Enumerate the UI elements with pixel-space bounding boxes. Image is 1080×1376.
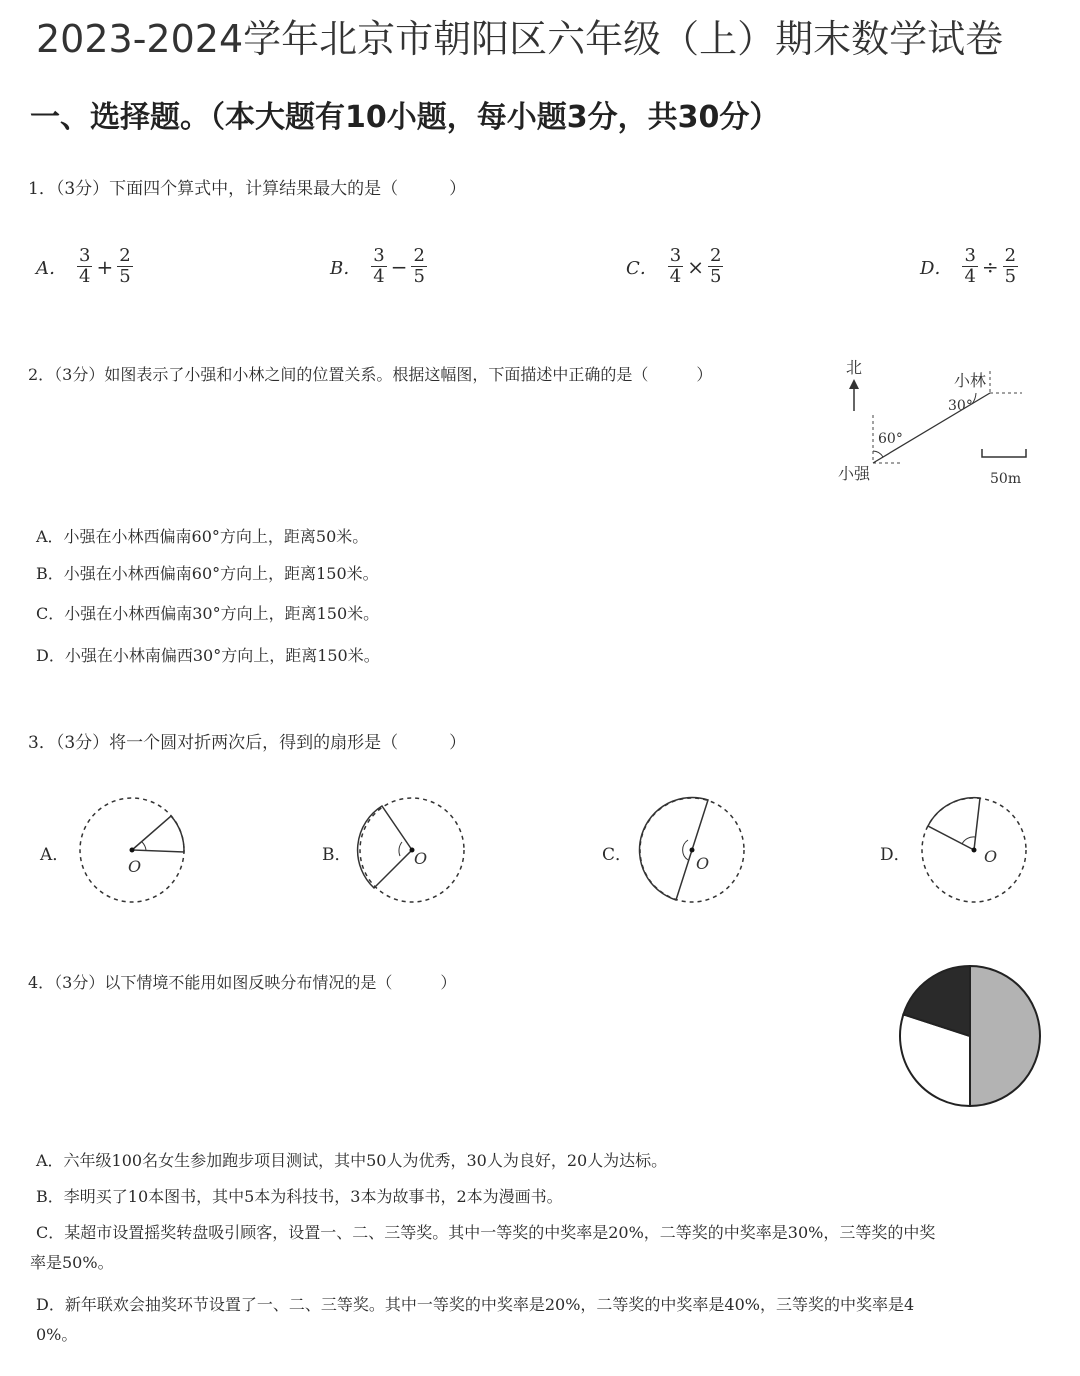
question-4-stem: 4．（3分）以下情境不能用如图反映分布情况的是（ ） <box>28 973 457 992</box>
center-label: O <box>128 857 142 876</box>
xiaolin-label: 小林 <box>954 371 987 390</box>
question-2-stem: 2．（3分）如图表示了小强和小林之间的位置关系。根据这幅图，下面描述中正确的是（ ） <box>28 365 713 384</box>
sector <box>640 798 708 900</box>
option-label: C． <box>626 257 658 279</box>
fraction: $\frac{3}{4}$ <box>669 245 682 287</box>
q2-option-c[interactable]: C．小强在小林西偏南30°方向上，距离150米。 <box>36 604 380 623</box>
fraction: $\frac{2}{5}$ <box>710 245 722 287</box>
question-3-stem: 3．（3分）将一个圆对折两次后，得到的扇形是（ ） <box>28 733 467 753</box>
scale-label: 50m <box>990 471 1022 487</box>
q1-option-d[interactable] <box>920 246 1020 287</box>
operator: − <box>390 254 408 279</box>
q1-option-c[interactable] <box>626 246 725 287</box>
question-1-stem: 1．（3分）下面四个算式中，计算结果最大的是（ ） <box>28 179 467 199</box>
fraction: $\frac{3}{4}$ <box>373 245 385 287</box>
q2-option-a[interactable]: A．小强在小林西偏南60°方向上，距离50米。 <box>36 527 369 546</box>
north-arrow-head <box>849 379 859 389</box>
center-label: O <box>696 854 710 873</box>
q3-option-c-figure[interactable] <box>632 792 752 912</box>
q3-option-c-label[interactable]: C． <box>602 845 633 865</box>
direction-figure <box>830 355 1040 495</box>
pie-slice-1 <box>970 966 1040 1106</box>
fraction: $\frac{2}{5}$ <box>119 245 131 287</box>
operator: + <box>96 254 114 279</box>
q1-option-a[interactable] <box>36 246 135 287</box>
page-title: 2023-2024学年北京市朝阳区六年级（上）期末数学试卷 <box>36 17 1004 61</box>
q2-option-d[interactable]: D．小强在小林南偏西30°方向上，距离150米。 <box>36 646 380 665</box>
pie-chart <box>890 958 1050 1118</box>
q4-option-d-line1[interactable]: D．新年联欢会抽奖环节设置了一、二、三等奖。其中一等奖的中奖率是20%，二等奖的中奖率是40%，三等奖的中奖率是4 <box>36 1295 915 1314</box>
q2-option-b[interactable]: B．小强在小林西偏南60°方向上，距离150米。 <box>36 564 379 583</box>
angle-60-label: 60° <box>878 431 903 447</box>
q3-option-d-figure[interactable] <box>914 792 1034 912</box>
operator: ÷ <box>981 254 999 279</box>
sector <box>928 798 980 850</box>
scale-bar <box>982 449 1026 457</box>
q3-option-b-label[interactable]: B． <box>322 845 352 865</box>
xiaoqiang-label: 小强 <box>838 464 871 483</box>
q3-option-a-label[interactable]: A． <box>40 845 70 865</box>
fraction: $\frac{2}{5}$ <box>413 245 425 287</box>
option-label: D． <box>920 257 953 279</box>
option-label: B． <box>330 257 362 279</box>
angle-30-label: 30° <box>948 398 973 414</box>
operator: × <box>687 254 704 279</box>
q4-option-b[interactable]: B．李明买了10本图书，其中5本为科技书，3本为故事书，2本为漫画书。 <box>36 1187 563 1206</box>
fraction: $\frac{3}{4}$ <box>79 245 91 287</box>
q4-option-a[interactable]: A．六年级100名女生参加跑步项目测试，其中50人为优秀，30人为良好，20人为达标。 <box>36 1151 668 1170</box>
q3-option-b-figure[interactable] <box>352 792 472 912</box>
q1-option-b[interactable] <box>330 246 429 287</box>
q4-option-c-line1[interactable]: C．某超市设置摇奖转盘吸引顾客，设置一、二、三等奖。其中一等奖的中奖率是20%，二等奖的中奖率是30%，三等奖的中奖 <box>36 1223 936 1242</box>
q3-option-a-figure[interactable] <box>72 792 192 912</box>
q4-option-d-line2[interactable]: 0%。 <box>36 1325 78 1344</box>
center-label: O <box>414 849 428 868</box>
option-label: A． <box>36 257 67 279</box>
fraction: $\frac{3}{4}$ <box>964 245 976 287</box>
north-label: 北 <box>846 358 863 377</box>
center-label: O <box>984 847 998 866</box>
q3-option-d-label[interactable]: D． <box>880 845 911 865</box>
fraction: $\frac{2}{5}$ <box>1004 245 1017 287</box>
angle-arc-60 <box>873 451 883 457</box>
sector <box>358 806 412 888</box>
q4-option-c-line2[interactable]: 率是50%。 <box>30 1253 114 1272</box>
section-heading: 一、选择题。（本大题有10小题，每小题3分，共30分） <box>30 100 780 135</box>
